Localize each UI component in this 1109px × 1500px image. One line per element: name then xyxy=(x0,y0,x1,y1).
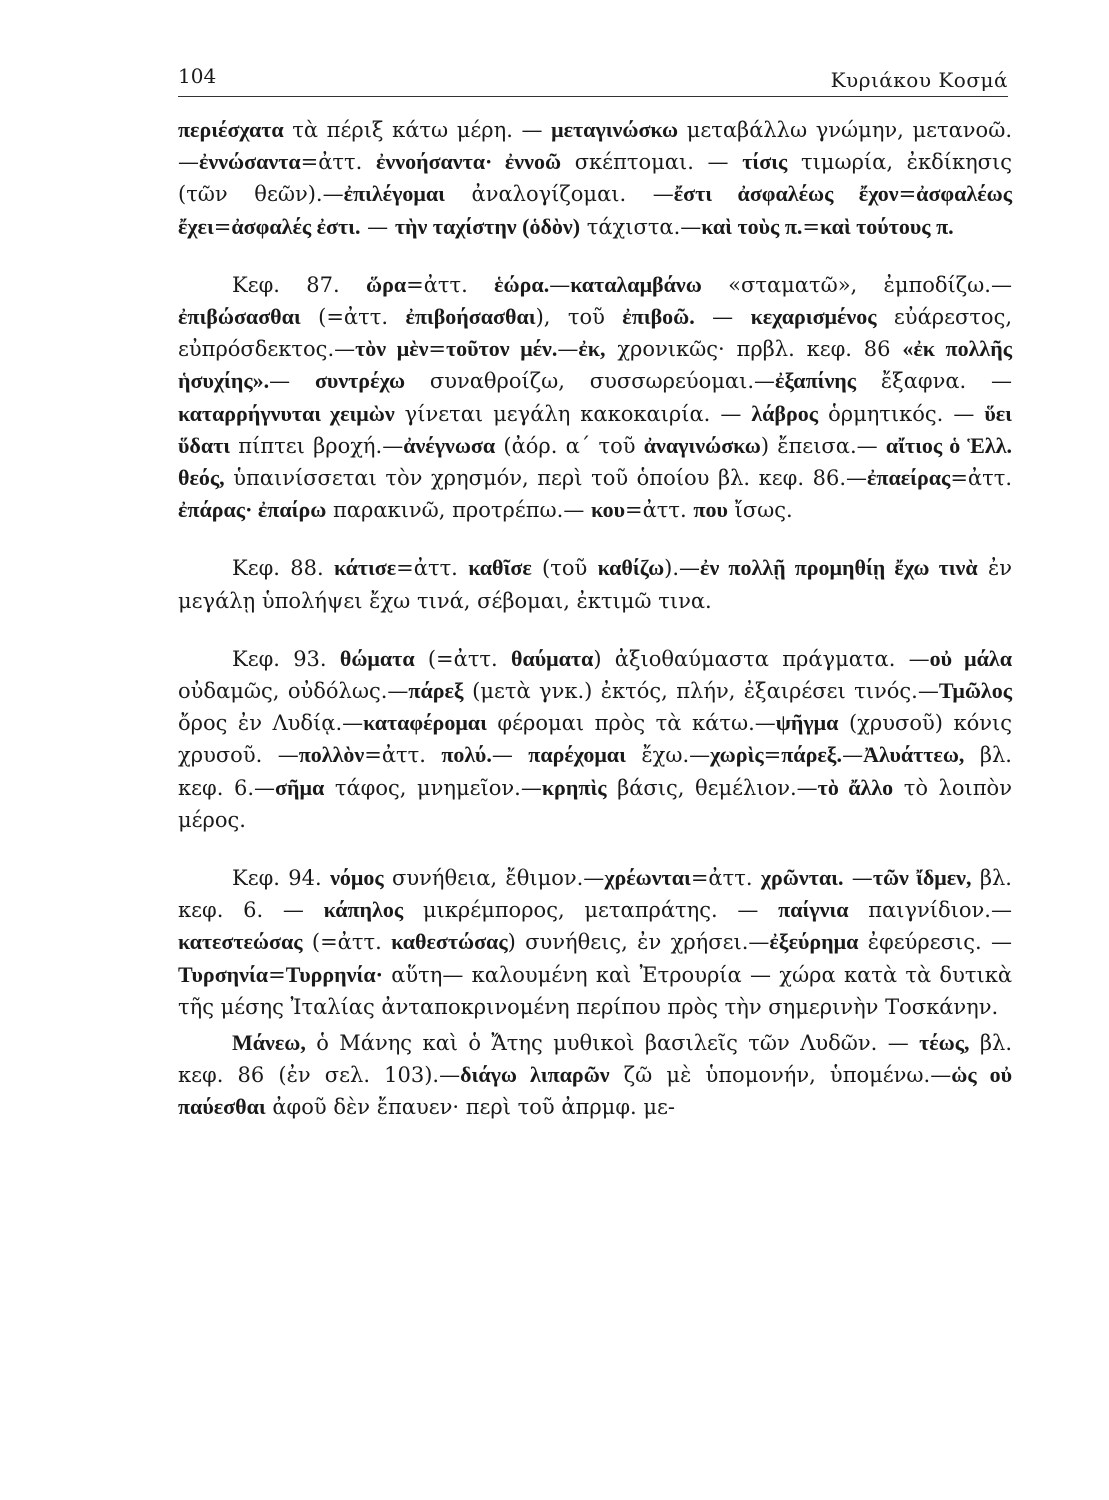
headword: καταφέρομαι xyxy=(363,710,487,736)
page-header xyxy=(178,60,1008,97)
headword: που xyxy=(693,497,728,523)
headword: τὸν μὲν xyxy=(355,336,429,362)
headword: ἐπαείρας xyxy=(867,465,951,491)
headword: αἴτιος ὁ Ἑλλ. θεός, xyxy=(178,432,1013,491)
section-93: Κεφ. 93. θώματα (=ἀττ. θαύματα) ἀξιοθαύμαστα πράγματα. —οὐ μάλα οὐδαμῶς, οὐδόλως.—πάρεξ (μετὰ γνκ.) ἐκτός, πλήν, ἐξαιρέσει τινός.—Τμῶλος ὄρος ἐν Λυδίᾳ.—καταφέρομαι φέρομαι πρὸς τὰ κάτω.—ψῆγμα (χρυσοῦ) κόνις χρυσοῦ. —πολλὸν=ἀττ. πολύ.— παρέχομαι ἔχω.—χωρὶς=πάρεξ.—Ἀλυάττεω, βλ. κεφ. 6.—σῆμα τάφος, μνημεῖον.—κρηπὶς βάσις, θεμέλιον.—τὸ ἄλλο τὸ λοιπὸν μέρος. xyxy=(178,645,1013,832)
headword: χωρὶς xyxy=(710,742,764,768)
headword: ὡς οὐ παύεσθαι xyxy=(178,1062,1012,1120)
headword: ἐξεύρημα xyxy=(769,929,859,955)
headword: ἐκ, xyxy=(578,336,606,362)
headword: ἀνέγνωσα xyxy=(403,432,496,458)
paragraph-intro: περιέσχατα τὰ πέριξ κάτω μέρη. — μεταγινώσκω μεταβάλλω γνώμην, μετανοῶ.—ἐννώσαντα=ἀττ. ἐννοήσαντα· ἐννοῶ σκέπτομαι. — τίσις τιμωρία, ἐκδίκησις (τῶν θεῶν).—ἐπιλέγομαι ἀναλογίζομαι. —ἔστι ἀσφαλέως ἔχον=ἀσφαλέως ἔχει=ἀσφαλές ἐστι. — τὴν ταχίστην (ὁδὸν) τάχιστα.—καὶ τοὺς π.=καὶ τούτους π. xyxy=(178,117,1012,239)
headword: ἐννώσαντα xyxy=(199,149,301,175)
headword: κου xyxy=(591,497,626,523)
headword: Τυρρηνία· xyxy=(285,961,383,987)
headword: καθεστώσας xyxy=(391,929,508,955)
headword: παίγνια xyxy=(778,897,849,923)
headword: χρῶνται. xyxy=(760,865,844,891)
headword: Ἀλυάττεω, xyxy=(863,742,965,768)
headword: τῶν ἴδμεν, xyxy=(872,865,972,891)
headword: νόμος xyxy=(330,865,384,891)
headword: Τμῶλος xyxy=(938,678,1013,704)
headword: ἑώρα. xyxy=(494,271,550,297)
headword: κάτισε xyxy=(333,555,397,581)
headword: ἐπιβοῶ. xyxy=(622,304,695,330)
headword: τίσις xyxy=(742,149,788,175)
headword: οὐ μάλα xyxy=(929,645,1012,671)
headword: ἐπάρας· ἐπαίρω xyxy=(178,497,327,523)
headword: ἔστι ἀσφαλέως ἔχον xyxy=(673,181,899,207)
headword: ἀσφαλές ἐστι. xyxy=(231,213,361,239)
headword: παρέχομαι xyxy=(528,742,626,768)
headword: συντρέχω xyxy=(314,368,406,394)
headword: πολύ. xyxy=(441,742,492,768)
headword: περιέσχατα xyxy=(178,117,284,142)
headword: πάρεξ xyxy=(408,678,464,704)
section-87: Κεφ. 87. ὥρα=ἀττ. ἑώρα.—καταλαμβάνω «σταματῶ», ἐμποδίζω.—ἐπιβώσασθαι (=ἀττ. ἐπιβοήσασθαι), τοῦ ἐπιβοῶ. — κεχαρισμένος εὐάρεστος, εὐπρόσδεκτος.—τὸν μὲν=τοῦτον μέν.—ἐκ, χρονικῶς· πρβλ. κεφ. 86 «ἐκ πολλῆς ἡσυχίης».— συντρέχω συναθροίζω, συσσωρεύομαι.—ἐξαπίνης ἔξαφνα. — καταρρήγνυται χειμὼν γίνεται μεγάλη κακοκαιρία. — λάβρος ὁρμητικός. — ὕει ὕδατι πίπτει βροχή.—ἀνέγνωσα (ἀόρ. α΄ τοῦ ἀναγινώσκω) ἔπεισα.— αἴτιος ὁ Ἑλλ. θεός, ὑπαινίσσεται τὸν χρησμόν, περὶ τοῦ ὁποίου βλ. κεφ. 86.—ἐπαείρας=ἀττ. ἐπάρας· ἐπαίρω παρακινῶ, προτρέπω.— κου=ἀττ. που ἴσως. xyxy=(178,271,1013,523)
headword: ἐξαπίνης xyxy=(775,368,857,394)
headword: ἀσφαλέως ἔχει xyxy=(178,181,1012,239)
headword: ἐπιβώσασθαι xyxy=(178,304,301,330)
headword: καθίζω xyxy=(597,555,665,581)
headword: ὕει ὕδατι xyxy=(178,400,1012,458)
headword: μεταγινώσκω xyxy=(551,117,679,142)
headword: λάβρος xyxy=(751,400,819,426)
headword: πολλὸν xyxy=(298,742,365,768)
headword: τοῦτον μέν. xyxy=(446,336,558,362)
section-94: Κεφ. 94. νόμος συνήθεια, ἔθιμον.—χρέωνται=ἀττ. χρῶνται. —τῶν ἴδμεν, βλ. κεφ. 6. — κάπηλος μικρέμπορος, μεταπράτης. — παίγνια παιγνίδιον.—κατεστεώσας (=ἀττ. καθεστώσας) συνήθεις, ἐν χρήσει.—ἐξεύρημα ἐφεύρεσις. — Τυρσηνία=Τυρρηνία· αὕτη— καλουμένη καὶ Ἐτρουρία — χώρα κατὰ τὰ δυτικὰ τῆς μέσης Ἰταλίας ἀνταποκρινομένη περίπου πρὸς τὴν σημερινὴν Τοσκάνην. xyxy=(178,865,1013,1019)
headword: τέως, xyxy=(919,1030,970,1056)
headword: θαύματα xyxy=(510,645,594,671)
running-head: Κυριάκου Κοσμά xyxy=(830,68,1008,92)
headword: τὴν ταχίστην (ὁδὸν) xyxy=(394,213,581,239)
headword: καθῖσε xyxy=(468,555,532,581)
headword: πάρεξ. xyxy=(781,742,843,768)
headword: ἐπιλέγομαι xyxy=(343,181,445,207)
headword: Μάνεω, xyxy=(232,1030,306,1056)
headword: ἐν πολλῇ προμηθίῃ ἔχω τινὰ xyxy=(700,555,978,581)
headword: σῆμα xyxy=(275,774,325,800)
headword: κεχαρισμένος xyxy=(750,304,877,330)
commentary-body xyxy=(178,114,1012,1124)
headword: ψῆγμα xyxy=(775,710,839,736)
headword: καὶ τούτους π. xyxy=(819,213,954,239)
headword: καὶ τοὺς π. xyxy=(701,213,803,239)
headword: διάγω λιπαρῶν xyxy=(460,1062,610,1088)
headword: ἀναγινώσκω xyxy=(643,432,761,458)
headword: κρηπὶς xyxy=(541,774,607,800)
headword: χρέωνται xyxy=(604,865,691,891)
section-88: Κεφ. 88. κάτισε=ἀττ. καθῖσε (τοῦ καθίζω).—ἐν πολλῇ προμηθίῃ ἔχω τινὰ ἐν μεγάλῃ ὑπολήψει ἔχω τινά, σέβομαι, ἐκτιμῶ τινα. xyxy=(178,555,1013,613)
headword: κατεστεώσας xyxy=(178,929,303,955)
headword: Τυρσηνία xyxy=(178,961,269,987)
headword: «ἐκ πολλῆς ἡσυχίης». xyxy=(178,336,1012,394)
headword: ἐπιβοήσασθαι xyxy=(405,304,536,330)
headword: τὸ ἄλλο xyxy=(817,774,894,800)
headword: θώματα xyxy=(339,645,415,671)
headword: καταλαμβάνω xyxy=(570,271,702,297)
headword: ὥρα xyxy=(366,271,407,297)
headword: κάπηλος xyxy=(323,897,404,923)
headword: ἐννοήσαντα· ἐννοῶ xyxy=(376,149,562,175)
headword: καταρρήγνυται χειμὼν xyxy=(178,400,395,426)
section-94-continued: Μάνεω, ὁ Μάνης καὶ ὁ Ἄτης μυθικοὶ βασιλεῖς τῶν Λυδῶν. — τέως, βλ. κεφ. 86 (ἐν σελ. 103).—διάγω λιπαρῶν ζῶ μὲ ὑπομονήν, ὑπομένω.—ὡς οὐ παύεσθαι ἀφοῦ δὲν ἔπαυεν· περὶ τοῦ ἀπρμφ. με- xyxy=(178,1030,1012,1120)
page-number: 104 xyxy=(178,64,217,88)
